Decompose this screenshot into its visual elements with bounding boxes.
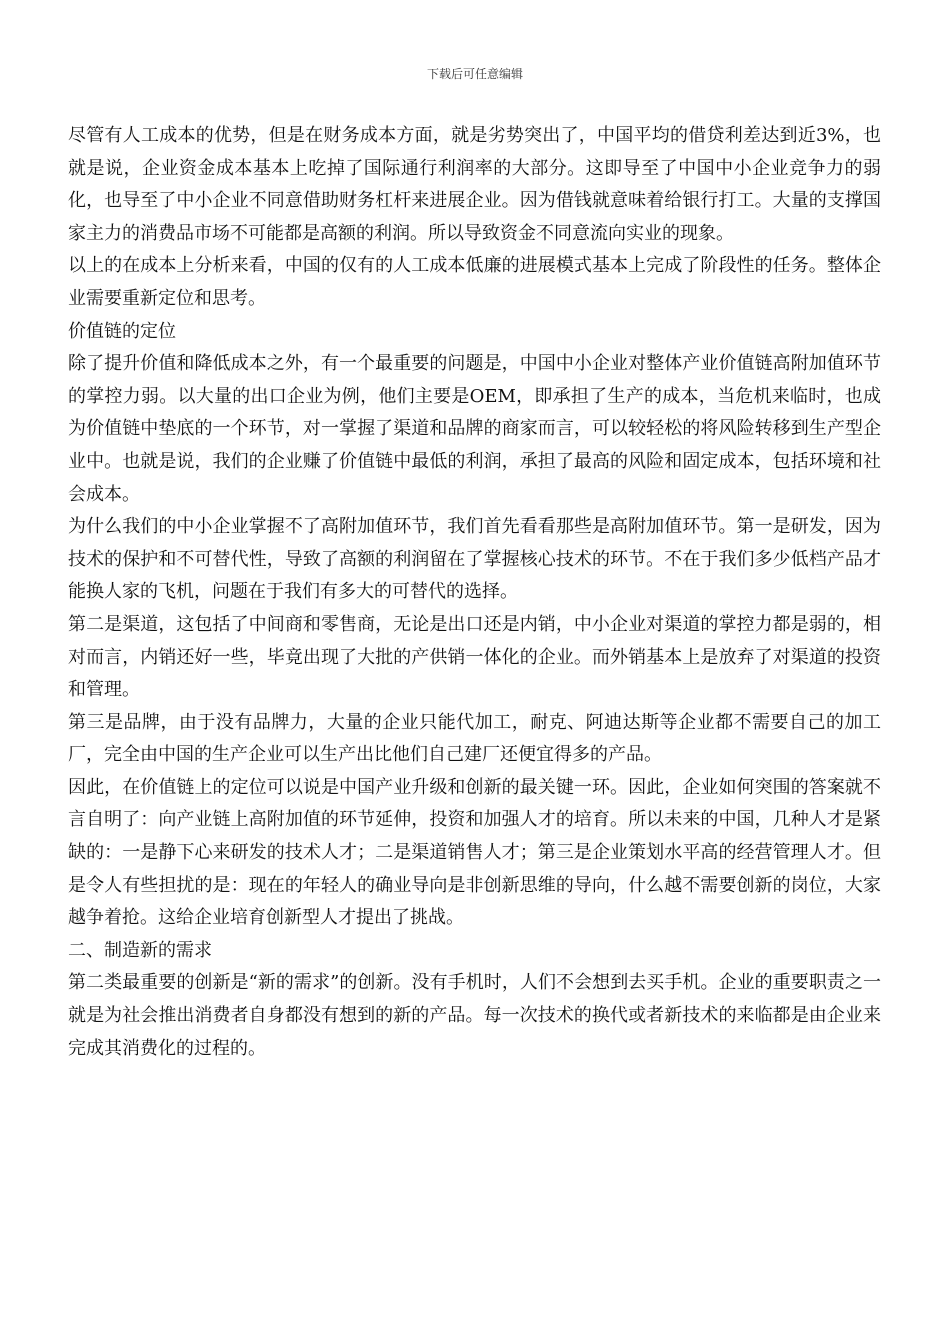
section-heading-value-chain: 价值链的定位 — [68, 320, 176, 342]
section-heading-new-demand: 二、制造新的需求 — [68, 939, 212, 961]
paragraph-cost-analysis: 以上的在成本上分析来看，中国的仅有的人工成本低廉的进展模式基本上完成了阶段性的任务。整体企业需要重新定位和思考。 — [68, 255, 881, 309]
paragraph-new-demand: 第二类最重要的创新是“新的需求”的创新。没有手机时，人们不会想到去买手机。企业的重要职责之一就是为社会推出消费者自身都没有想到的新的产品。每一次技术的换代或者新技术的来临都是由企业来完成其消费化的过程的。 — [68, 972, 881, 1059]
paragraph-financial-cost: 尽管有人工成本的优势，但是在财务成本方面，就是劣势突出了，中国平均的借贷利差达到近3%，也就是说，企业资金成本基本上吃掉了国际通行利润率的大部分。这即导至了中国中小企业竞争力的弱化，也导至了中小企业不同意借助财务杠杆来进展企业。因为借钱就意味着给银行打工。大量的支撑国家主力的消费品市场不可能都是高额的利润。所以导致资金不同意流向实业的现象。 — [68, 125, 881, 244]
paragraph-channels: 第二是渠道，这包括了中间商和零售商，无论是出口还是内销，中小企业对渠道的掌控力都是弱的，相对而言，内销还好一些，毕竟出现了大批的产供销一体化的企业。而外销基本上是放弃了对渠道的投资和管理。 — [68, 613, 881, 701]
page-header: 下载后可任意编辑 — [426, 67, 523, 81]
paragraph-rd: 为什么我们的中小企业掌握不了高附加值环节，我们首先看看那些是高附加值环节。第一是研发，因为技术的保护和不可替代性，导致了高额的利润留在了掌握核心技术的环节。不在于我们多少低档产品才能换人家的飞机，问题在于我们有多大的可替代的选择。 — [68, 516, 881, 603]
paragraph-brand: 第三是品牌，由于没有品牌力，大量的企业只能代加工，耐克、阿迪达斯等企业都不需要自己的加工厂，完全由中国的生产企业可以生产出比他们自己建厂还便宜得多的产品。 — [68, 711, 881, 766]
paragraph-conclusion: 因此，在价值链上的定位可以说是中国产业升级和创新的最关键一环。因此，企业如何突围的答案就不言自明了：向产业链上高附加值的环节延伸，投资和加强人才的培育。所以未来的中国，几种人才是紧缺的：一是静下心来研发的技术人才；二是渠道销售人才；第三是企业策划水平高的经营管理人才。但是令人有些担扰的是：现在的年轻人的确业导向是非创新思维的导向，什么越不需要创新的岗位，大家越争着抢。这给企业培育创新型人才提出了挑战。 — [68, 776, 881, 929]
document-body — [68, 120, 881, 1065]
paragraph-value-chain-control: 除了提升价值和降低成本之外，有一个最重要的问题是，中国中小企业对整体产业价值链高附加值环节的掌控力弱。以大量的出口企业为例，他们主要是OEM，即承担了生产的成本，当危机来临时，也成为价值链中垫底的一个环节，对一掌握了渠道和品牌的商家而言，可以较轻松的将风险转移到生产型企业中。也就是说，我们的企业赚了价值链中最低的利润，承担了最高的风险和固定成本，包括环境和社会成本。 — [68, 353, 881, 505]
